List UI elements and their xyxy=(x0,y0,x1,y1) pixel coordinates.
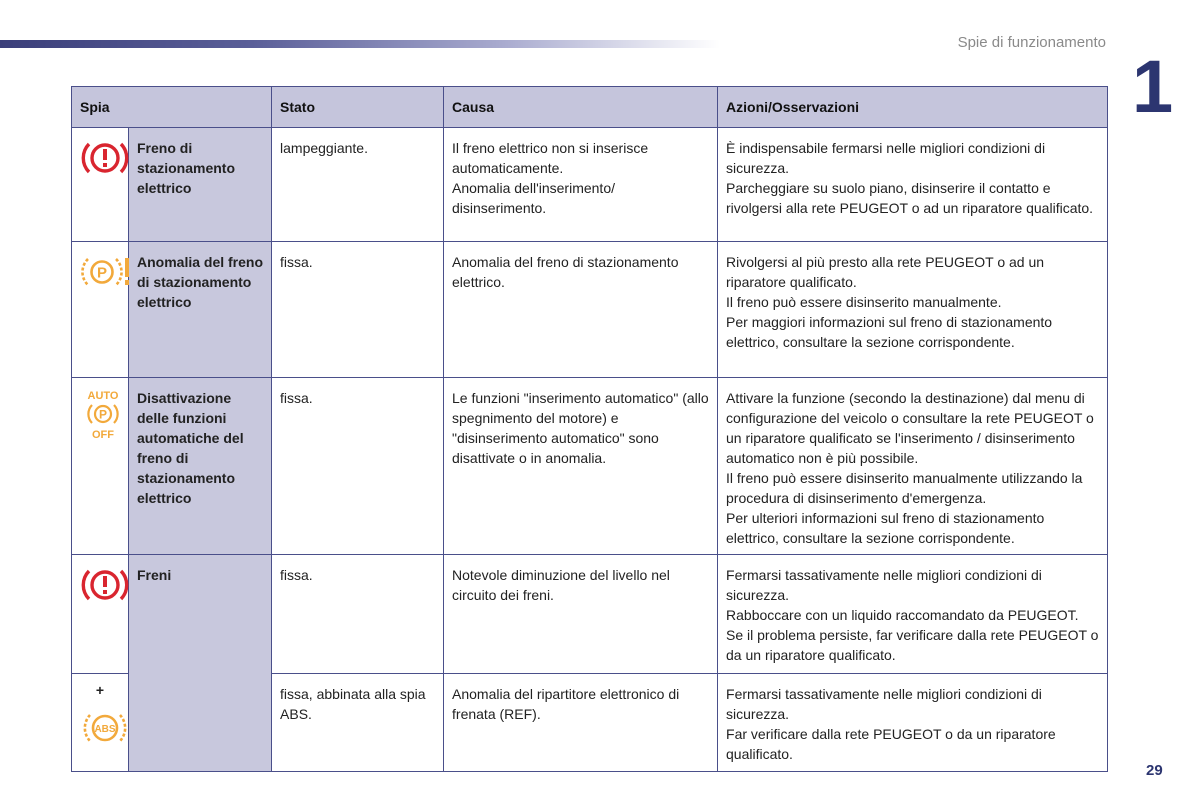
azioni-line: Attivare la funzione (secondo la destinazione) dal menu di configurazione del veicolo o consultare la rete PEUGEOT o un riparatore qualificato se l'inserimento / disinserimento automatico non è più possibile. xyxy=(726,390,1094,466)
azioni-cell xyxy=(718,242,1108,378)
column-header-causa: Causa xyxy=(444,87,718,128)
header-gradient-bar xyxy=(0,40,720,48)
table-row xyxy=(72,555,1108,674)
abs-icon xyxy=(80,724,130,751)
warning-lights-table xyxy=(71,86,1108,772)
icon-cell xyxy=(72,674,129,772)
azioni-line: È indispensabile fermarsi nelle migliori condizioni di sicurezza. xyxy=(726,140,1046,176)
plus-sign: + xyxy=(95,682,105,698)
causa-line: Anomalia del ripartitore elettronico di frenata (REF). xyxy=(452,686,680,722)
causa-cell xyxy=(444,128,718,242)
off-label: OFF xyxy=(92,429,114,441)
stato-cell: fissa. xyxy=(272,555,444,674)
causa-cell xyxy=(444,378,718,555)
table-header-row xyxy=(72,87,1108,128)
warning-name: Anomalia del freno di stazionamento elettrico xyxy=(129,242,272,378)
azioni-cell xyxy=(718,378,1108,555)
abs-icon-label: ABS xyxy=(94,724,116,735)
stato-cell: lampeggiante. xyxy=(272,128,444,242)
azioni-line: Rabboccare con un liquido raccomandato da PEUGEOT. xyxy=(726,607,1079,623)
azioni-line: Per maggiori informazioni sul freno di stazionamento elettrico, consultare la sezione corrispondente. xyxy=(726,314,1053,350)
section-title: Spie di funzionamento xyxy=(957,34,1106,51)
parking-brake-fault-icon xyxy=(80,264,134,295)
icon-cell xyxy=(72,378,129,555)
causa-line: Il freno elettrico non si inserisce automaticamente. xyxy=(452,140,649,176)
warning-name: Disattivazione delle funzioni automatiche del freno di stazionamento elettrico xyxy=(129,378,272,555)
column-header-stato: Stato xyxy=(272,87,444,128)
stato-cell: fissa. xyxy=(272,242,444,378)
causa-cell xyxy=(444,555,718,674)
warning-name: Freni xyxy=(129,555,272,772)
azioni-line: Far verificare dalla rete PEUGEOT o da un riparatore qualificato. xyxy=(726,726,1056,762)
auto-label: AUTO xyxy=(87,390,119,402)
stato-cell: fissa. xyxy=(272,378,444,555)
column-header-azioni: Azioni/Osservazioni xyxy=(718,87,1108,128)
parking-icon-letter: P xyxy=(98,407,108,422)
azioni-line: Il freno può essere disinserito manualmente. xyxy=(726,294,1002,310)
brake-warning-icon xyxy=(80,165,130,181)
azioni-line: Per ulteriori informazioni sul freno di stazionamento elettrico, consultare la sezione corrispondente. xyxy=(726,510,1045,546)
causa-line: Le funzioni "inserimento automatico" (allo spegnimento del motore) e "disinserimento automatico" sono disattivate o in anomalia. xyxy=(452,390,709,466)
warning-name: Freno di stazionamento elettrico xyxy=(129,128,272,242)
parking-icon-letter: P xyxy=(96,264,108,282)
azioni-line: Il freno può essere disinserito manualmente utilizzando la procedura di disinserimento d'emergenza. xyxy=(726,470,1083,506)
causa-line: Anomalia dell'inserimento/ disinserimento. xyxy=(452,180,615,216)
azioni-line: Fermarsi tassativamente nelle migliori condizioni di sicurezza. xyxy=(726,567,1042,603)
causa-line: Notevole diminuzione del livello nel circuito dei freni. xyxy=(452,567,670,603)
table-row xyxy=(72,128,1108,242)
azioni-line: Se il problema persiste, far verificare dalla rete PEUGEOT o da un riparatore qualificato. xyxy=(726,627,1099,663)
table-row xyxy=(72,242,1108,378)
icon-cell xyxy=(72,128,129,242)
auto-parking-off-icon xyxy=(80,390,126,445)
azioni-line: Rivolgersi al più presto alla rete PEUGEOT o ad un riparatore qualificato. xyxy=(726,254,1045,290)
azioni-line: Parcheggiare su suolo piano, disinserire il contatto e rivolgersi alla rete PEUGEOT o ad un riparatore qualificato. xyxy=(726,180,1094,216)
icon-cell xyxy=(72,555,129,674)
column-header-spia: Spia xyxy=(72,87,272,128)
brake-warning-icon xyxy=(80,592,130,608)
causa-cell xyxy=(444,242,718,378)
causa-cell xyxy=(444,674,718,772)
causa-line: Anomalia del freno di stazionamento elettrico. xyxy=(452,254,679,290)
azioni-line: Fermarsi tassativamente nelle migliori condizioni di sicurezza. xyxy=(726,686,1042,722)
icon-cell xyxy=(72,242,129,378)
azioni-cell xyxy=(718,674,1108,772)
chapter-number: 1 xyxy=(1132,45,1174,128)
stato-cell: fissa, abbinata alla spia ABS. xyxy=(272,674,444,772)
page-number: 29 xyxy=(1146,762,1163,779)
azioni-cell xyxy=(718,555,1108,674)
table-row xyxy=(72,378,1108,555)
azioni-cell xyxy=(718,128,1108,242)
